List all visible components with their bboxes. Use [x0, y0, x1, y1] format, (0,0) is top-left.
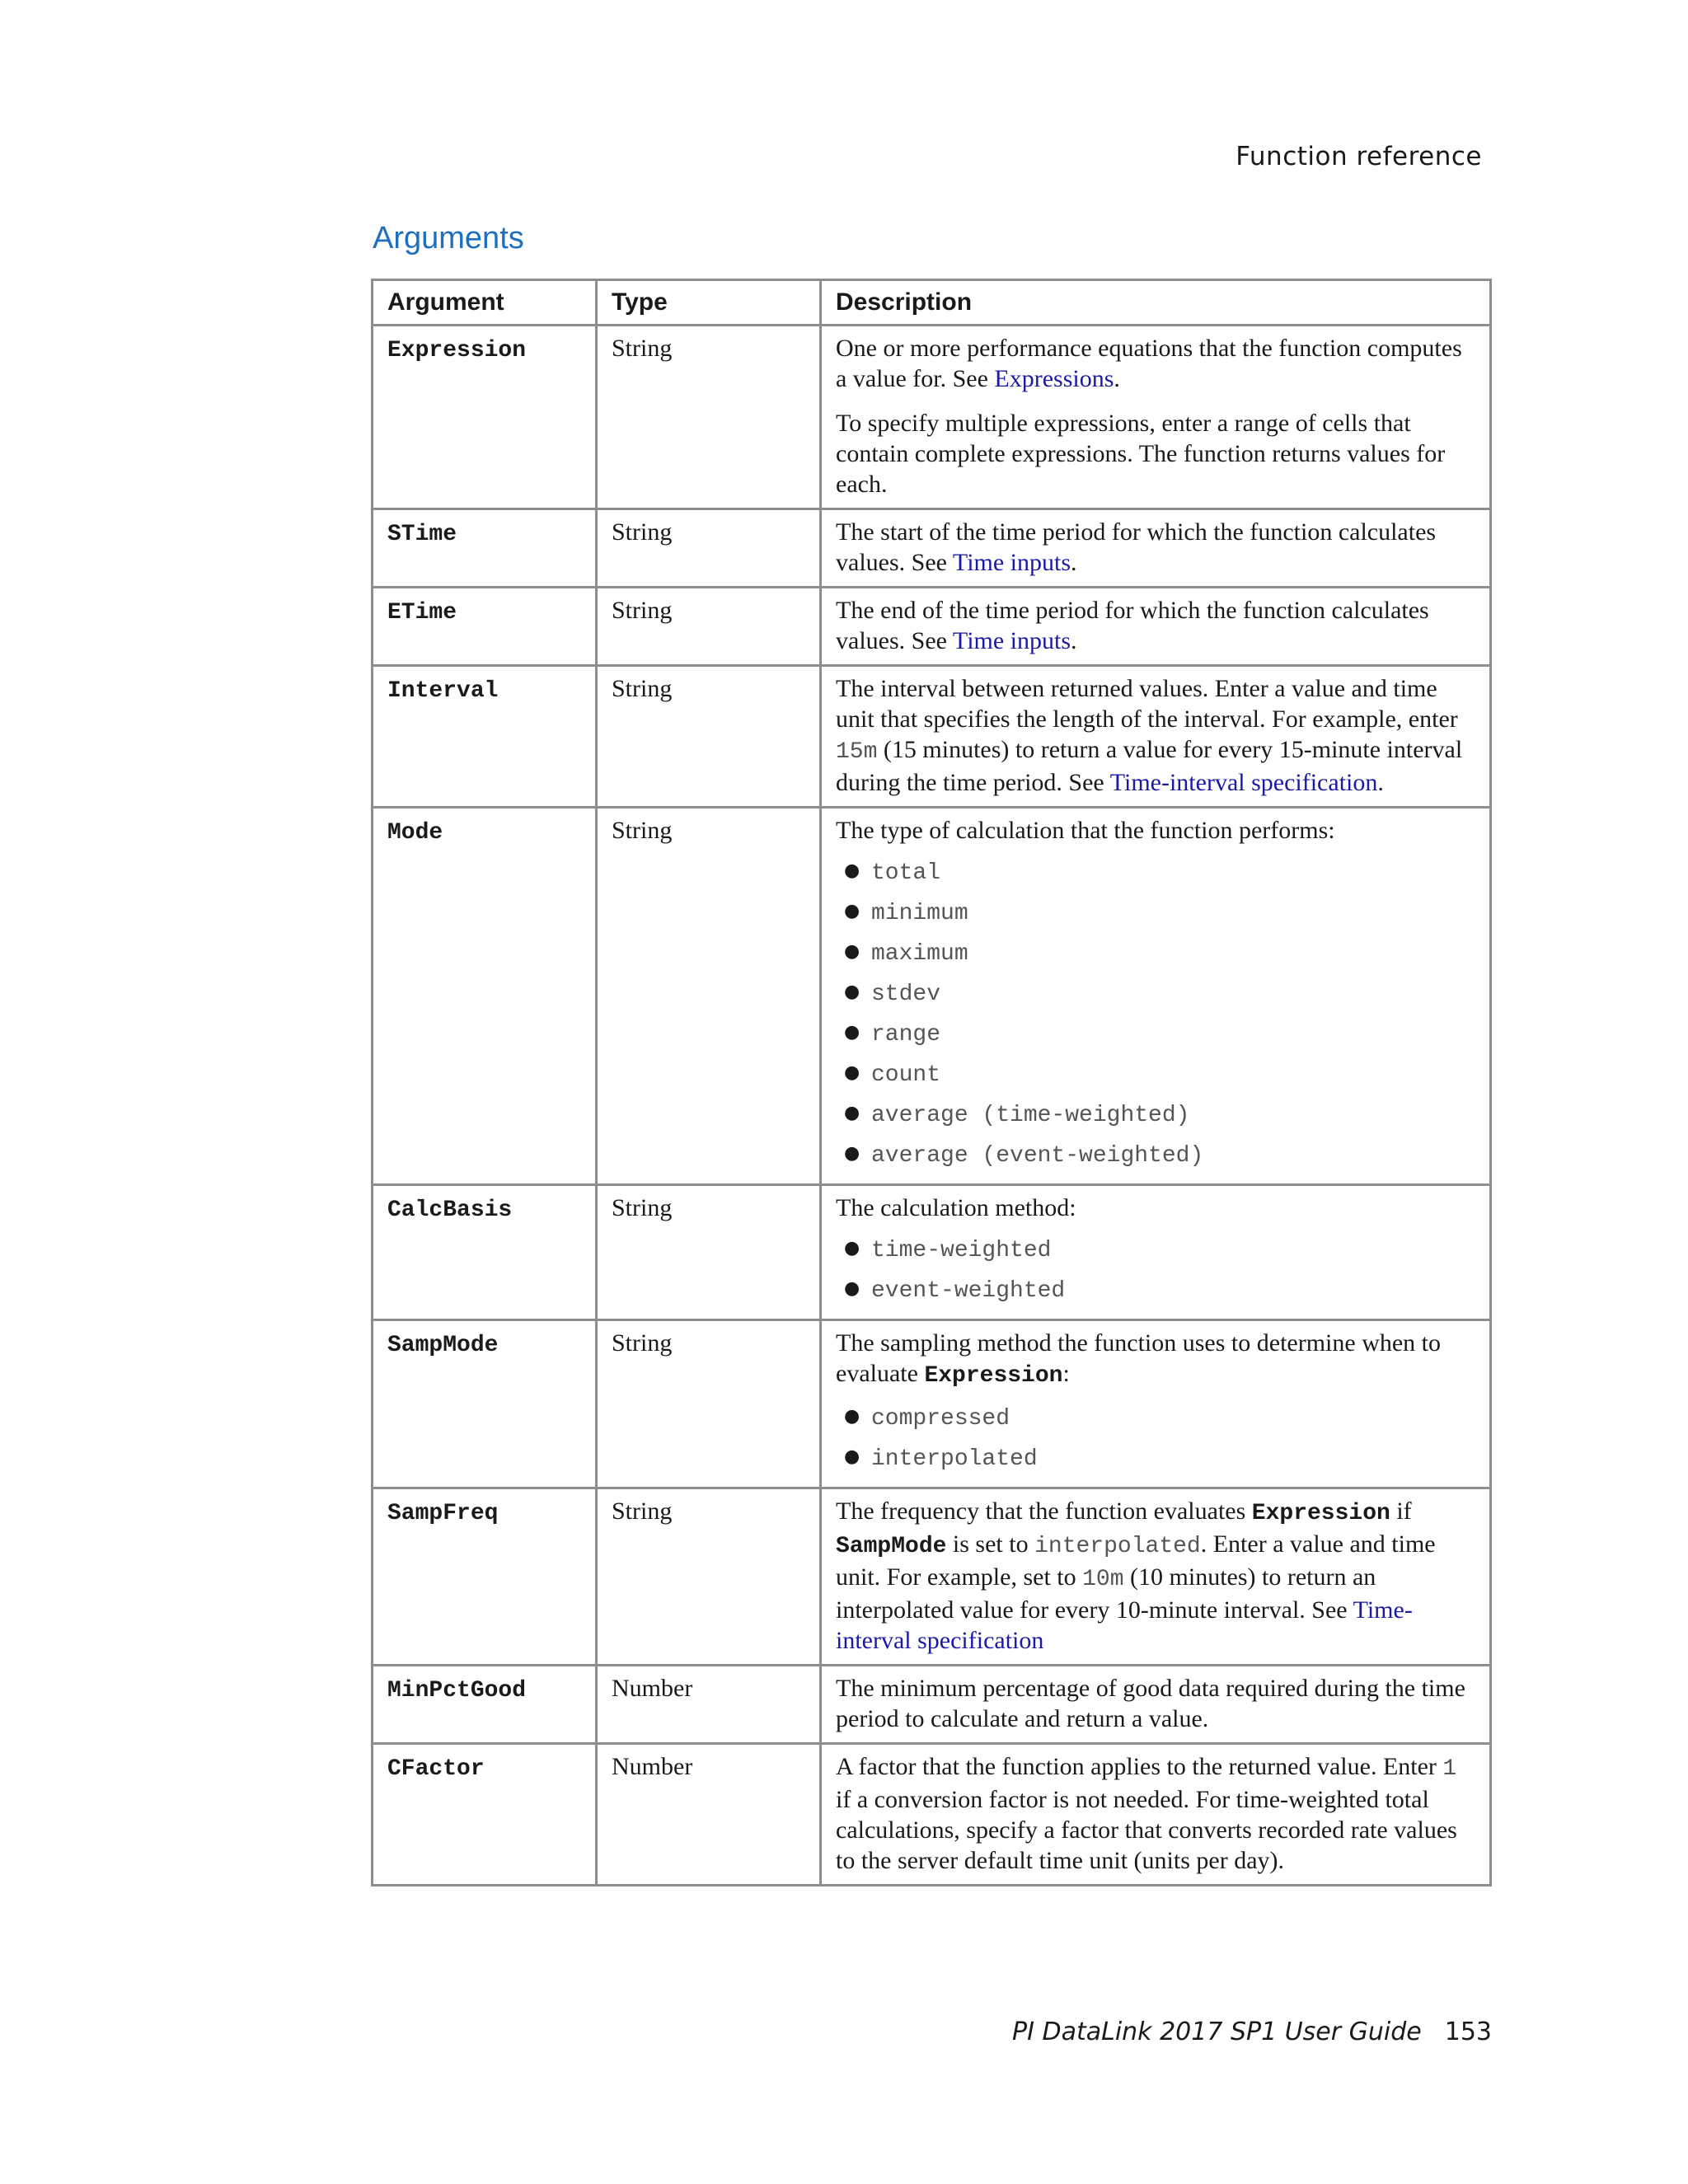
option-value: compressed — [871, 1406, 1010, 1432]
argument-name: CalcBasis — [387, 1197, 513, 1223]
list-item — [836, 1094, 1475, 1135]
column-header-type: Type — [597, 280, 821, 326]
argument-name-cell — [373, 1744, 597, 1886]
argument-name-cell — [373, 1488, 597, 1666]
option-value: maximum — [871, 941, 968, 967]
description-cell — [821, 1185, 1491, 1320]
table-row — [373, 1666, 1491, 1744]
bullet-icon: ● — [844, 982, 860, 1002]
description-cell — [821, 1488, 1491, 1666]
bullet-icon: ● — [844, 941, 860, 962]
description-text: The start of the time period for which the function calculates values. See — [836, 518, 1437, 576]
list-item — [836, 1014, 1475, 1054]
description-text: The calculation method: — [836, 1194, 1076, 1221]
bullet-icon: ● — [844, 901, 860, 921]
argument-name-cell — [373, 1185, 597, 1320]
time-interval-specification-link[interactable]: Time-interval specification — [1109, 769, 1378, 796]
argument-name: STime — [387, 522, 457, 547]
code-value: 15m — [836, 739, 878, 765]
argument-name: ETime — [387, 600, 457, 626]
argument-name: Interval — [387, 678, 499, 704]
argument-name-cell — [373, 1666, 597, 1744]
description-paragraph: To specify multiple expressions, enter a range of cells that contain complete expressions. The function returns values for each. — [836, 410, 1446, 498]
table-row — [373, 588, 1491, 666]
description-text: One or more performance equations that the function computes a value for. See — [836, 335, 1462, 392]
time-inputs-link[interactable]: Time inputs — [952, 549, 1071, 576]
description-cell — [821, 1744, 1491, 1886]
option-value: count — [871, 1062, 941, 1088]
type-cell: String — [597, 1185, 821, 1320]
argument-name: CFactor — [387, 1756, 485, 1782]
description-text: A factor that the function applies to the returned value. Enter — [836, 1753, 1443, 1780]
argument-name: SampMode — [387, 1333, 499, 1358]
description-text: if — [1390, 1497, 1412, 1525]
description-cell — [821, 808, 1491, 1185]
argument-name-cell — [373, 808, 597, 1185]
expressions-link[interactable]: Expressions — [994, 365, 1114, 392]
bullet-icon: ● — [844, 1278, 860, 1299]
description-text: . — [1377, 769, 1384, 796]
list-item — [836, 1398, 1475, 1438]
description-text: The frequency that the function evaluates — [836, 1497, 1252, 1525]
type-cell: Number — [597, 1744, 821, 1886]
description-text: (10 minutes) to return an interpolated value for every 10-minute interval. See — [836, 1563, 1376, 1624]
type-cell: String — [597, 808, 821, 1185]
argument-name-cell — [373, 509, 597, 588]
page-footer — [824, 2018, 1492, 2046]
table-row — [373, 1744, 1491, 1886]
description-text: . — [1071, 627, 1077, 654]
description-text: . — [1114, 365, 1120, 392]
options-list — [836, 1230, 1475, 1310]
list-item — [836, 1230, 1475, 1270]
argument-name-cell — [373, 1320, 597, 1488]
description-text — [836, 1328, 1475, 1391]
description-text: if a conversion factor is not needed. For time-weighted total calculations, specify a factor that converts recorded rate values to the server default time unit (units per day). — [836, 1786, 1457, 1874]
bullet-icon: ● — [844, 1103, 860, 1123]
option-value: average (time-weighted) — [871, 1103, 1190, 1128]
description-text: The interval between returned values. Enter a value and time unit that specifies the length of the interval. For example, enter — [836, 675, 1458, 733]
code-value: 1 — [1442, 1756, 1457, 1782]
description-cell — [821, 666, 1491, 808]
option-value: average (event-weighted) — [871, 1143, 1204, 1169]
type-cell: String — [597, 326, 821, 509]
option-value: time-weighted — [871, 1238, 1052, 1263]
list-item — [836, 1054, 1475, 1094]
argument-name-cell — [373, 666, 597, 808]
argument-name-cell — [373, 326, 597, 509]
table-row — [373, 808, 1491, 1185]
bullet-icon: ● — [844, 1446, 860, 1467]
section-heading: Arguments — [373, 221, 524, 255]
description-text: (15 minutes) to return a value for every 15-minute interval during the time period. See — [836, 736, 1463, 796]
arguments-table — [371, 279, 1492, 1886]
bullet-icon: ● — [844, 1406, 860, 1427]
bullet-icon: ● — [844, 1062, 860, 1083]
list-item — [836, 1270, 1475, 1310]
list-item — [836, 933, 1475, 973]
table-row — [373, 326, 1491, 509]
code-value: interpolated — [1034, 1534, 1201, 1559]
type-cell: Number — [597, 1666, 821, 1744]
description-cell — [821, 1320, 1491, 1488]
option-value: total — [871, 860, 941, 886]
list-item — [836, 1438, 1475, 1479]
description-cell — [821, 326, 1491, 509]
code-value: 10m — [1082, 1567, 1124, 1592]
table-row — [373, 509, 1491, 588]
code-value: Expression — [924, 1363, 1063, 1389]
type-cell: String — [597, 1320, 821, 1488]
column-header-argument: Argument — [373, 280, 597, 326]
code-value: SampMode — [836, 1534, 947, 1559]
list-item — [836, 852, 1475, 893]
description-cell: The minimum percentage of good data required during the time period to calculate and return a value. — [821, 1666, 1491, 1744]
type-cell: String — [597, 509, 821, 588]
options-list — [836, 1398, 1475, 1479]
description-paragraph — [836, 333, 1475, 394]
description-text: : — [1062, 1360, 1070, 1387]
type-cell: String — [597, 1488, 821, 1666]
column-header-description: Description — [821, 280, 1491, 326]
table-row — [373, 1185, 1491, 1320]
options-list — [836, 852, 1475, 1175]
description-cell — [821, 588, 1491, 666]
argument-name: Expression — [387, 338, 527, 363]
list-item — [836, 973, 1475, 1014]
list-item — [836, 893, 1475, 933]
argument-name-cell — [373, 588, 597, 666]
type-cell: String — [597, 666, 821, 808]
bullet-icon: ● — [844, 1238, 860, 1258]
option-value: event-weighted — [871, 1278, 1066, 1304]
bullet-icon: ● — [844, 1143, 860, 1164]
option-value: stdev — [871, 982, 941, 1007]
argument-name: SampFreq — [387, 1501, 499, 1526]
description-text: . — [1071, 549, 1077, 576]
time-inputs-link[interactable]: Time inputs — [952, 627, 1071, 654]
running-header: Function reference — [1236, 142, 1482, 171]
page-number: 153 — [1444, 2018, 1492, 2046]
option-value: interpolated — [871, 1446, 1038, 1472]
list-item — [836, 1135, 1475, 1175]
option-value: range — [871, 1022, 941, 1047]
table-row — [373, 666, 1491, 808]
type-cell: String — [597, 588, 821, 666]
description-text: The sampling method the function uses to determine when to evaluate — [836, 1329, 1442, 1387]
bullet-icon: ● — [844, 860, 860, 881]
argument-name: Mode — [387, 820, 443, 846]
description-text: The type of calculation that the function performs: — [836, 817, 1335, 844]
table-row — [373, 1488, 1491, 1666]
argument-name: MinPctGood — [387, 1678, 527, 1704]
option-value: minimum — [871, 901, 968, 926]
description-text: The end of the time period for which the function calculates values. See — [836, 597, 1429, 654]
time-interval-specification-link[interactable]: Time-interval specification — [836, 1596, 1413, 1654]
description-cell — [821, 509, 1491, 588]
bullet-icon: ● — [844, 1022, 860, 1043]
table-row — [373, 1320, 1491, 1488]
table-header-row — [373, 280, 1491, 326]
code-value: Expression — [1251, 1501, 1390, 1526]
guide-title: PI DataLink 2017 SP1 User Guide — [1012, 2018, 1422, 2046]
description-text: . Enter a value and time unit. For example, set to — [836, 1530, 1436, 1591]
description-text: is set to — [946, 1530, 1035, 1558]
